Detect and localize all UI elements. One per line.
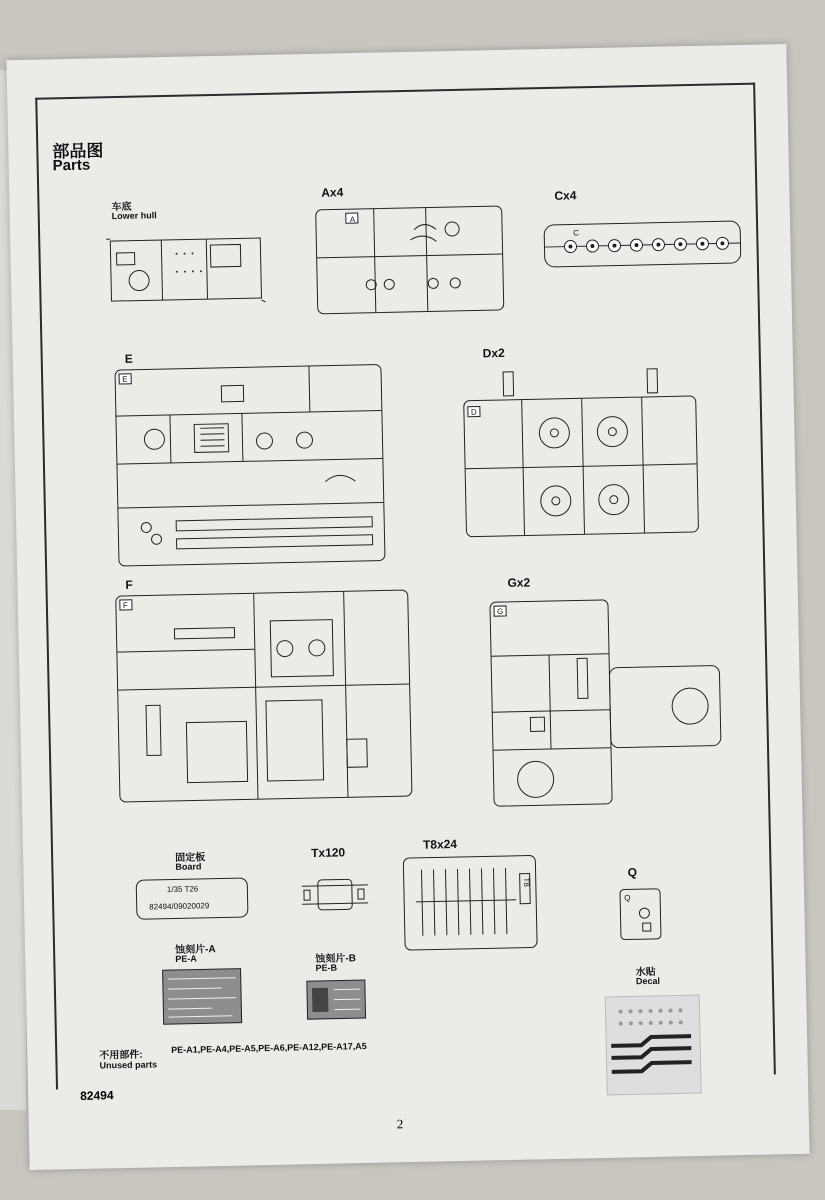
sprue-e-letter: E xyxy=(122,374,128,384)
kit-code: 82494 xyxy=(80,1088,114,1103)
page-number: 2 xyxy=(396,1116,404,1132)
sprue-d-drawing xyxy=(461,366,705,541)
sprue-q-letter: Q xyxy=(624,893,631,903)
sprue-f-drawing xyxy=(114,588,414,804)
sprue-c-drawing xyxy=(542,217,743,271)
sprue-g-letter: G xyxy=(497,607,504,617)
sprue-t8-drawing xyxy=(401,853,539,952)
board-en: Board xyxy=(175,861,202,872)
sprue-d-letter: D xyxy=(470,407,477,417)
sprue-a-letter: A xyxy=(349,215,356,225)
lower-hull-drawing xyxy=(106,230,268,313)
lower-hull-cn: 车底 xyxy=(111,201,132,214)
board-plate xyxy=(136,877,249,919)
heading-en: Parts xyxy=(52,156,91,175)
sprue-tx-drawing xyxy=(300,873,371,918)
sprue-t8-letter: T8 xyxy=(521,877,532,887)
board-line1: 1/35 T26 xyxy=(166,884,199,895)
pe-a-cn: 蚀刻片-A xyxy=(175,944,216,956)
pe-b-cn: 蚀刻片-B xyxy=(315,953,357,966)
sprue-g-label: Gx2 xyxy=(507,575,531,590)
pe-b-en: PE-B xyxy=(315,962,338,974)
pe-a-en: PE-A xyxy=(175,953,197,964)
sprue-e-label: E xyxy=(124,351,133,366)
decal-cn: 水贴 xyxy=(635,966,656,979)
sprue-e-drawing xyxy=(113,362,387,568)
sprue-c-label: Cx4 xyxy=(554,188,577,203)
decal-en: Decal xyxy=(635,975,661,987)
instruction-page xyxy=(6,44,809,1170)
sprue-c-letter: C xyxy=(573,228,580,238)
sprue-d-label: Dx2 xyxy=(482,345,505,361)
sprue-a-drawing xyxy=(314,204,506,318)
sprue-q-label: Q xyxy=(627,865,638,880)
decal-sheet xyxy=(604,994,702,1096)
unused-en: Unused parts xyxy=(99,1059,158,1071)
sprue-f-label: F xyxy=(125,577,133,592)
sprue-a-label: Ax4 xyxy=(321,185,344,200)
sprue-f-letter: F xyxy=(122,600,128,610)
lower-hull-en: Lower hull xyxy=(111,210,157,222)
sprue-tx-label: Tx120 xyxy=(310,845,346,861)
board-line2: 82494/09020029 xyxy=(149,901,210,912)
sprue-t8-label: T8x24 xyxy=(422,837,458,852)
unused-cn: 不用部件: xyxy=(99,1049,143,1062)
pe-b-fret xyxy=(306,979,367,1020)
heading-cn: 部品图 xyxy=(52,141,104,162)
pe-a-fret xyxy=(162,968,243,1026)
board-cn: 固定板 xyxy=(175,852,206,864)
sprue-g-drawing xyxy=(488,595,736,810)
unused-list: PE-A1,PE-A4,PE-A5,PE-A6,PE-A12,PE-A17,A5 xyxy=(171,1040,367,1056)
